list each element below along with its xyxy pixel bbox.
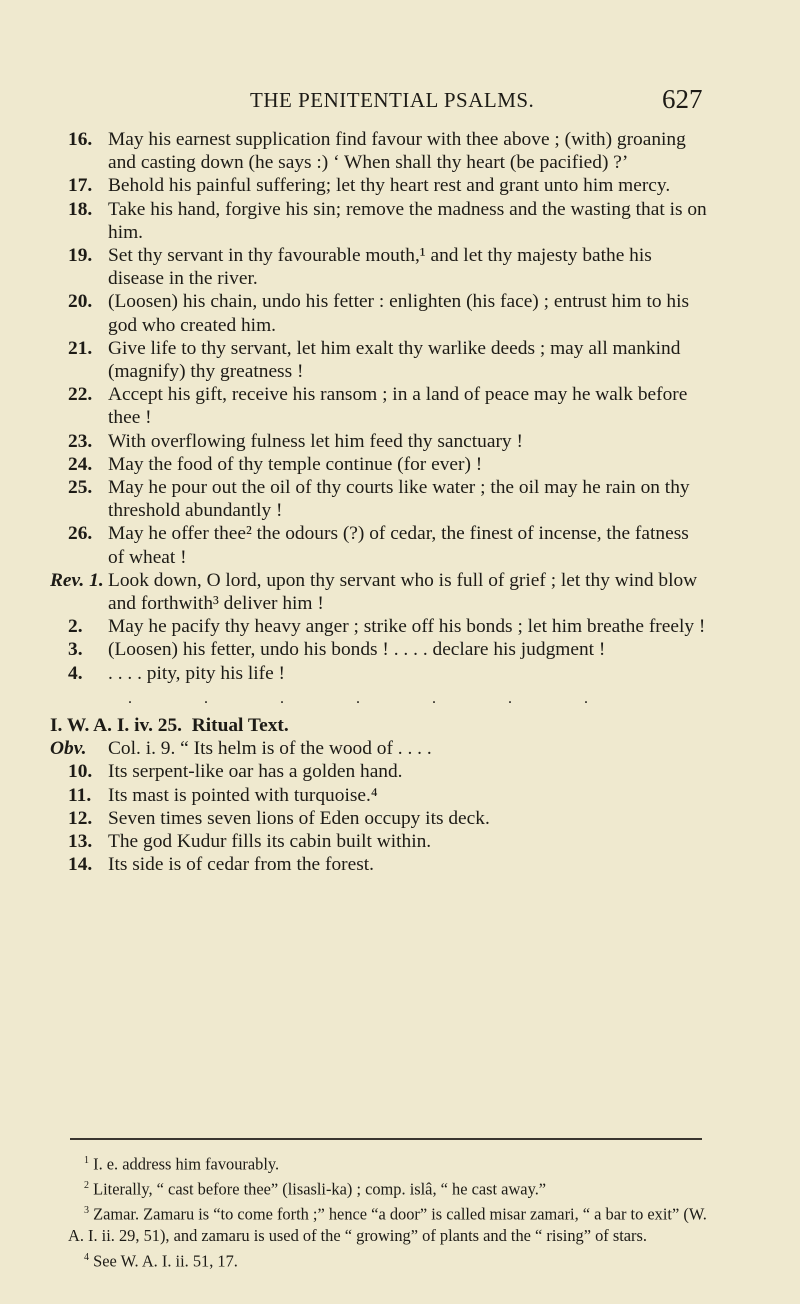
- footnote-text: See W. A. I. ii. 51, 17.: [93, 1251, 238, 1271]
- verse-number: 4.: [68, 662, 83, 684]
- verse-number: 12.: [68, 807, 93, 829]
- verse-number: Obv.: [50, 738, 87, 760]
- verse-number: 14.: [68, 854, 93, 876]
- verse: [50, 569, 708, 615]
- verse: [68, 760, 708, 783]
- verse: [68, 174, 708, 197]
- verse: [68, 430, 708, 453]
- section-title: Ritual Text.: [191, 715, 289, 737]
- verse: [68, 662, 708, 685]
- verse-text: Set thy servant in thy favourable mouth,¹ and let thy majesty bathe his disease in the river.: [108, 245, 652, 290]
- verse-text: Its side is of cedar from the forest.: [108, 854, 374, 876]
- verse-text: Seven times seven lions of Eden occupy its deck.: [108, 807, 490, 829]
- verse-number: 20.: [68, 291, 93, 313]
- verse: [68, 290, 708, 336]
- verse-number: 26.: [68, 523, 93, 545]
- footnote-divider: [70, 1138, 702, 1140]
- verse-text: May he offer thee² the odours (?) of cedar, the finest of incense, the fatness of wheat !: [108, 523, 689, 568]
- verse: [68, 807, 708, 830]
- page-number: 627: [662, 84, 703, 114]
- verse-text: Its mast is pointed with turquoise.⁴: [108, 784, 378, 806]
- verse-number: 25.: [68, 477, 93, 499]
- verse: [68, 853, 708, 876]
- verse: [68, 383, 708, 429]
- footnotes: [68, 1150, 708, 1272]
- verse-text: May he pacify thy heavy anger ; strike off his bonds ; let him breathe freely !: [108, 616, 706, 638]
- verse-number: 23.: [68, 430, 93, 452]
- section-label: I. W. A. I. iv. 25.: [50, 715, 183, 737]
- footnote-mark: 2: [84, 1180, 89, 1192]
- verse: [68, 522, 708, 568]
- verse: [68, 830, 708, 853]
- footnote: [68, 1175, 708, 1200]
- verse-number: 10.: [68, 761, 93, 783]
- verse: [68, 784, 708, 807]
- verse-text: Col. i. 9. “ Its helm is of the wood of . . . .: [108, 738, 432, 760]
- verse: [68, 198, 708, 244]
- verse-number: 2.: [68, 616, 83, 638]
- verse-text: (Loosen) his chain, undo his fetter : enlighten (his face) ; entrust him to his god who created him.: [108, 291, 690, 336]
- verse: [68, 128, 708, 174]
- verse-text: Behold his painful suffering; let thy heart rest and grant unto him mercy.: [108, 175, 671, 197]
- verse: [68, 337, 708, 383]
- verse: [50, 737, 708, 760]
- verse: [68, 244, 708, 290]
- verse-number: 16.: [68, 129, 93, 150]
- section-heading: [50, 714, 708, 737]
- verse-text: With overflowing fulness let him feed thy sanctuary !: [108, 430, 523, 452]
- verse-number: 19.: [68, 245, 93, 267]
- verse-text: May his earnest supplication find favour with thee above ; (with) groaning and casting down (he says :) ‘ When shall thy heart (be pacified) ?’: [108, 129, 686, 174]
- verse-number: 3.: [68, 639, 83, 661]
- verse-text: Its serpent-like oar has a golden hand.: [108, 761, 403, 783]
- ellipsis-row: . . . . . . .: [128, 689, 622, 707]
- verse-text: The god Kudur fills its cabin built within.: [108, 831, 432, 853]
- verse-number: 13.: [68, 831, 93, 853]
- verse-text: Look down, O lord, upon thy servant who is full of grief ; let thy wind blow and forthwith³ deliver him !: [108, 569, 698, 615]
- verse-text: May he pour out the oil of thy courts like water ; the oil may he rain on thy threshold abundantly !: [108, 477, 690, 522]
- verse-text: Accept his gift, receive his ransom ; in a land of peace may he walk before thee !: [108, 384, 688, 429]
- verse-text: . . . . pity, pity his life !: [108, 662, 286, 684]
- footnote-text: Zamar. Zamaru is “to come forth ;” hence “a door” is called misar zamari, “ a bar to exit” (W. A. I. ii. 29, 51), and zamaru is used of the “ growing” of plants and the “ rising” of stars.: [68, 1204, 707, 1246]
- running-title: THE PENITENTIAL PSALMS.: [250, 88, 535, 112]
- verse-number: 21.: [68, 337, 93, 359]
- verse-number: 24.: [68, 453, 93, 475]
- verse-number: 18.: [68, 198, 93, 220]
- footnote: [68, 1150, 708, 1175]
- verse-number: 11.: [68, 784, 92, 806]
- main-text: [50, 128, 708, 877]
- verse-number: Rev. 1.: [50, 569, 104, 591]
- verse: [68, 615, 708, 638]
- footnote: [68, 1247, 708, 1272]
- verse: [68, 476, 708, 522]
- footnote-text: I. e. address him favourably.: [93, 1154, 280, 1174]
- verse-text: (Loosen) his fetter, undo his bonds ! . . . . declare his judgment !: [108, 639, 606, 661]
- verse: [68, 453, 708, 476]
- verse-text: Take his hand, forgive his sin; remove the madness and the wasting that is on him.: [108, 198, 707, 243]
- verse-number: 22.: [68, 384, 93, 406]
- footnote-text: Literally, “ cast before thee” (lisasli-ka) ; comp. islâ, “ he cast away.”: [93, 1179, 547, 1199]
- footnote-mark: 3: [84, 1205, 89, 1217]
- verse-text: May the food of thy temple continue (for ever) !: [108, 453, 483, 475]
- verse-number: 17.: [68, 175, 93, 197]
- footnote-mark: 1: [84, 1155, 89, 1166]
- footnote-mark: 4: [84, 1251, 89, 1263]
- page-header: [0, 84, 800, 114]
- footnote: [68, 1200, 708, 1247]
- verse-text: Give life to thy servant, let him exalt thy warlike deeds ; may all mankind (magnify) thy greatness !: [108, 337, 681, 383]
- verse: [68, 638, 708, 661]
